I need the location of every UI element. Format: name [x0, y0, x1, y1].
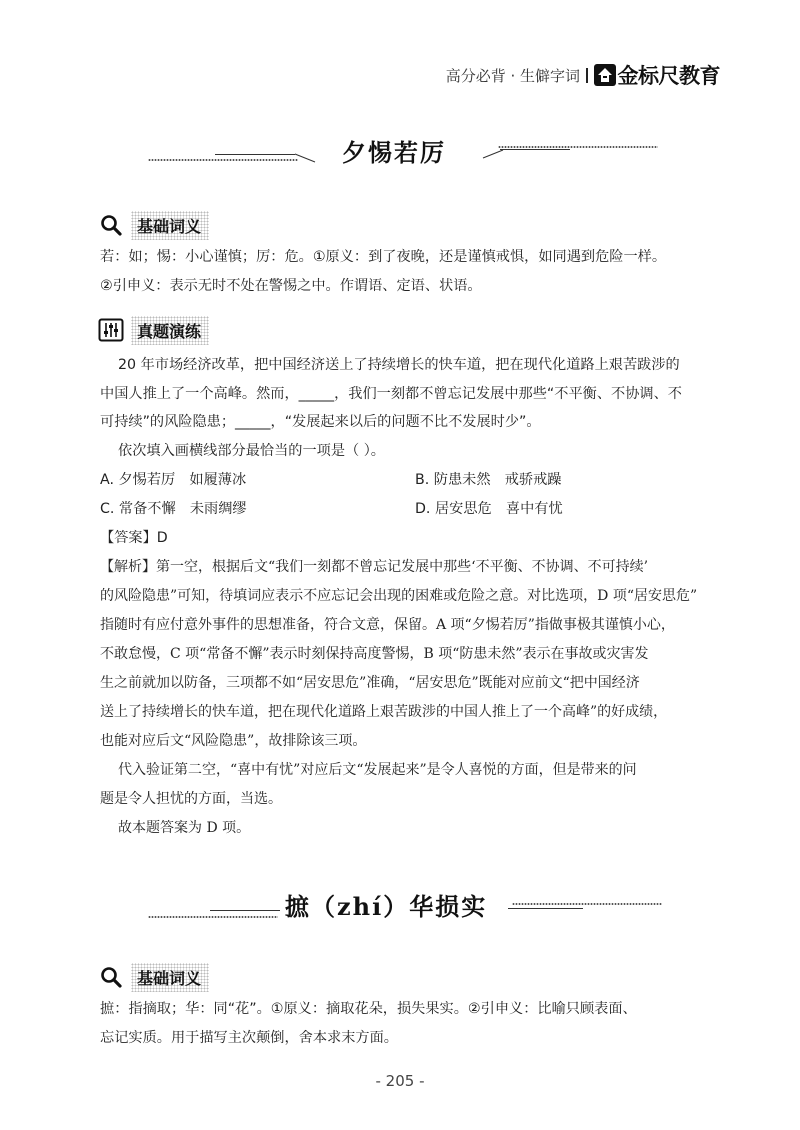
analysis-line: 题是令人担忧的方面，当选。	[100, 791, 282, 807]
definition-line: 若：如；惕：小心谨慎；厉：危。①原义：到了夜晚，还是谨慎戒惧，如同遇到危险一样。	[100, 249, 667, 265]
analysis-line: 不敢怠慢，C 项“常备不懈”表示时刻保持高度警惕，B 项“防患未然”表示在事故或灾害发	[100, 646, 649, 662]
analysis-line: 也能对应后文“风险隐患”，故排除该三项。	[100, 733, 367, 749]
title-rule-right	[508, 908, 583, 909]
header-divider	[586, 68, 588, 83]
question-prompt: 依次填入画横线部分最恰当的一项是（ ）。	[118, 443, 385, 459]
definition-line: 摭：指摘取；华：同“花”。①原义：摘取花朵，损失果实。②引申义：比喻只顾表面、	[100, 1001, 637, 1017]
magnifier-icon	[97, 211, 125, 239]
magnifier-icon	[97, 963, 125, 991]
brand-logo-icon	[594, 64, 616, 86]
option-c: C. 常备不懈 未雨绸缪	[100, 501, 247, 517]
entry-title: 摭（zhí）华损实	[285, 892, 488, 921]
definition-line: 忘记实质。用于描写主次颠倒，舍本求末方面。	[100, 1030, 398, 1046]
option-d: D. 居安思危 喜中有忧	[415, 501, 563, 517]
section-heading-basic	[97, 962, 209, 992]
option-b: B. 防患未然 戒骄戒躁	[415, 472, 562, 488]
title-rule-right	[500, 149, 570, 150]
title-ornament-left	[148, 915, 278, 919]
page-number: - 205 -	[375, 1072, 425, 1090]
equalizer-icon	[97, 316, 125, 344]
option-a: A. 夕惕若厉 如履薄冰	[100, 472, 247, 488]
analysis-line: 【解析】第一空，根据后文“我们一刻都不曾忘记发展中那些‘不平衡、不协调、不可持续’	[100, 559, 649, 575]
definition-line: ②引申义：表示无时不处在警惕之中。作谓语、定语、状语。	[100, 278, 482, 294]
title-ornament-right	[512, 902, 662, 906]
title-rule-left	[215, 154, 295, 155]
analysis-line: 指随时有应付意外事件的思想准备，符合文意，保留。A 项“夕惕若厉”指做事极其谨慎小心，	[100, 617, 675, 633]
answer-line: 【答案】D	[100, 530, 168, 546]
section-heading-exam	[97, 315, 209, 345]
analysis-line: 代入验证第二空，“喜中有忧”对应后文“发展起来”是令人喜悦的方面，但是带来的问	[118, 762, 637, 778]
entry-title: 夕惕若厉	[342, 138, 446, 167]
section-label: 基础词义	[131, 211, 209, 240]
title-ornament-left	[148, 158, 298, 162]
analysis-line: 送上了持续增长的快车道，把在现代化道路上艰苦跋涉的中国人推上了一个高峰”的好成绩，	[100, 704, 668, 720]
section-heading-basic	[97, 210, 209, 240]
question-line: 中国人推上了一个高峰。然而，_____，我们一刻都不曾忘记发展中那些“不平衡、不协调、不	[100, 386, 682, 402]
analysis-line: 的风险隐患”可知，待填词应表示不应忘记会出现的困难或危险之意。对比选项，D 项“居安思危”	[100, 588, 698, 604]
analysis-line: 故本题答案为 D 项。	[118, 820, 251, 836]
question-line: 20 年市场经济改革，把中国经济送上了持续增长的快车道，把在现代化道路上艰苦跋涉的	[118, 357, 680, 373]
title-ornament-right	[498, 145, 658, 149]
section-label: 基础词义	[131, 963, 209, 992]
brand-name: 金标尺教育	[617, 64, 720, 88]
header-subtitle: 高分必背 · 生僻字词	[445, 66, 580, 85]
title-slant-left	[290, 150, 320, 166]
page-header	[446, 60, 720, 90]
title-rule-left	[210, 910, 280, 911]
section-label: 真题演练	[131, 316, 209, 345]
brand-logo	[594, 60, 721, 90]
question-line: 可持续”的风险隐患；_____，“发展起来以后的问题不比不发展时少”。	[100, 414, 541, 430]
analysis-line: 生之前就加以防备，三项都不如“居安思危”准确，“居安思危”既能对应前文“把中国经济	[100, 675, 640, 691]
